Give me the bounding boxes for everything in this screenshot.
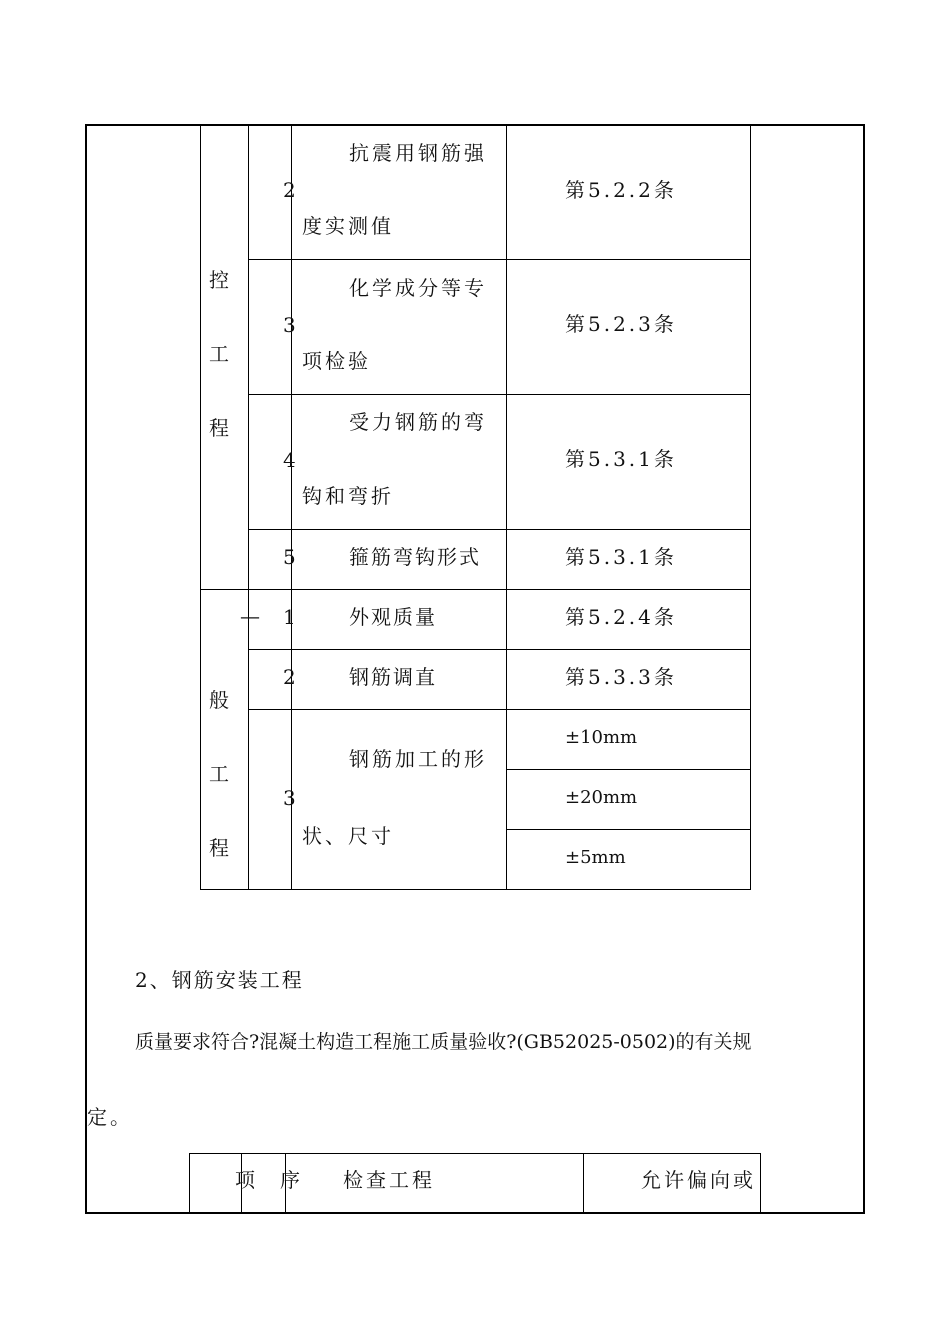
row-item-line1: 钢筋调直 [349,665,437,689]
t2-vline [583,1153,584,1214]
t1-hline [248,649,751,650]
t2-hline-top [189,1153,761,1154]
section-heading: 2、钢筋安装工程 [135,968,304,992]
section-general-char: 工 [209,762,232,786]
t1-hline [248,529,751,530]
row-standard: 第5.3.1条 [565,447,677,471]
t1-hline [248,394,751,395]
t2-col-tolerance: 允许偏向或 [641,1168,756,1192]
section-general-char: 般 [209,688,232,712]
t1-hline [248,709,751,710]
row-number: 5 [283,545,299,569]
t2-vline [760,1153,761,1214]
t1-vline-e [750,124,751,890]
row-standard: 第5.2.3条 [565,312,677,336]
paragraph-line1: 质量要求符合?混凝土构造工程施工质量验收?(GB52025-0502)的有关规 [135,1031,752,1053]
row-number: 4 [283,448,299,472]
tolerance-value: ±5mm [565,847,626,868]
row-item-line1: 抗震用钢筋强 [349,141,487,165]
t1-vline-a [200,124,201,890]
t2-col-check: 检查工程 [343,1168,435,1192]
section-main-char: 工 [209,342,232,366]
t2-col-no: 序 [280,1168,303,1192]
row-item-line1: 化学成分等专 [349,276,487,300]
row-item-line1: 箍筋弯钩形式 [349,545,481,569]
row-item-line1: 外观质量 [349,605,437,629]
row-number: 1 [283,605,299,629]
paragraph-line2: 定。 [87,1105,133,1129]
row-item-line1: 受力钢筋的弯 [349,410,487,434]
row-number: 2 [283,665,299,689]
row-number: 3 [283,786,299,810]
section-general-char: 程 [209,836,232,860]
tolerance-value: ±10mm [565,727,638,748]
t1-hline [248,259,751,260]
t1-hline [506,769,751,770]
t1-vline-d [506,124,507,890]
t1-hline [506,829,751,830]
t1-vline-b [248,124,249,890]
row-number: 2 [283,178,299,202]
section-main-char: 控 [209,268,232,292]
t1-hline [200,589,751,590]
row-item-line1: 钢筋加工的形 [349,747,487,771]
row-number: 3 [283,313,299,337]
t1-hline-bottom [200,889,751,890]
row-standard: 第5.3.3条 [565,665,677,689]
t2-vline [189,1153,190,1214]
row-item-line2: 状、尺寸 [302,824,394,848]
row-standard: 第5.2.2条 [565,178,677,202]
section-general-dash: — [240,604,263,628]
t2-col-item: 项 [235,1168,258,1192]
t1-vline-c [291,124,292,890]
row-item-line2: 钩和弯折 [302,484,394,508]
row-item-line2: 项检验 [302,349,371,373]
section-main-char: 程 [209,416,232,440]
tolerance-value: ±20mm [565,787,638,808]
row-standard: 第5.2.4条 [565,605,677,629]
row-standard: 第5.3.1条 [565,545,677,569]
row-item-line2: 度实测值 [302,214,394,238]
